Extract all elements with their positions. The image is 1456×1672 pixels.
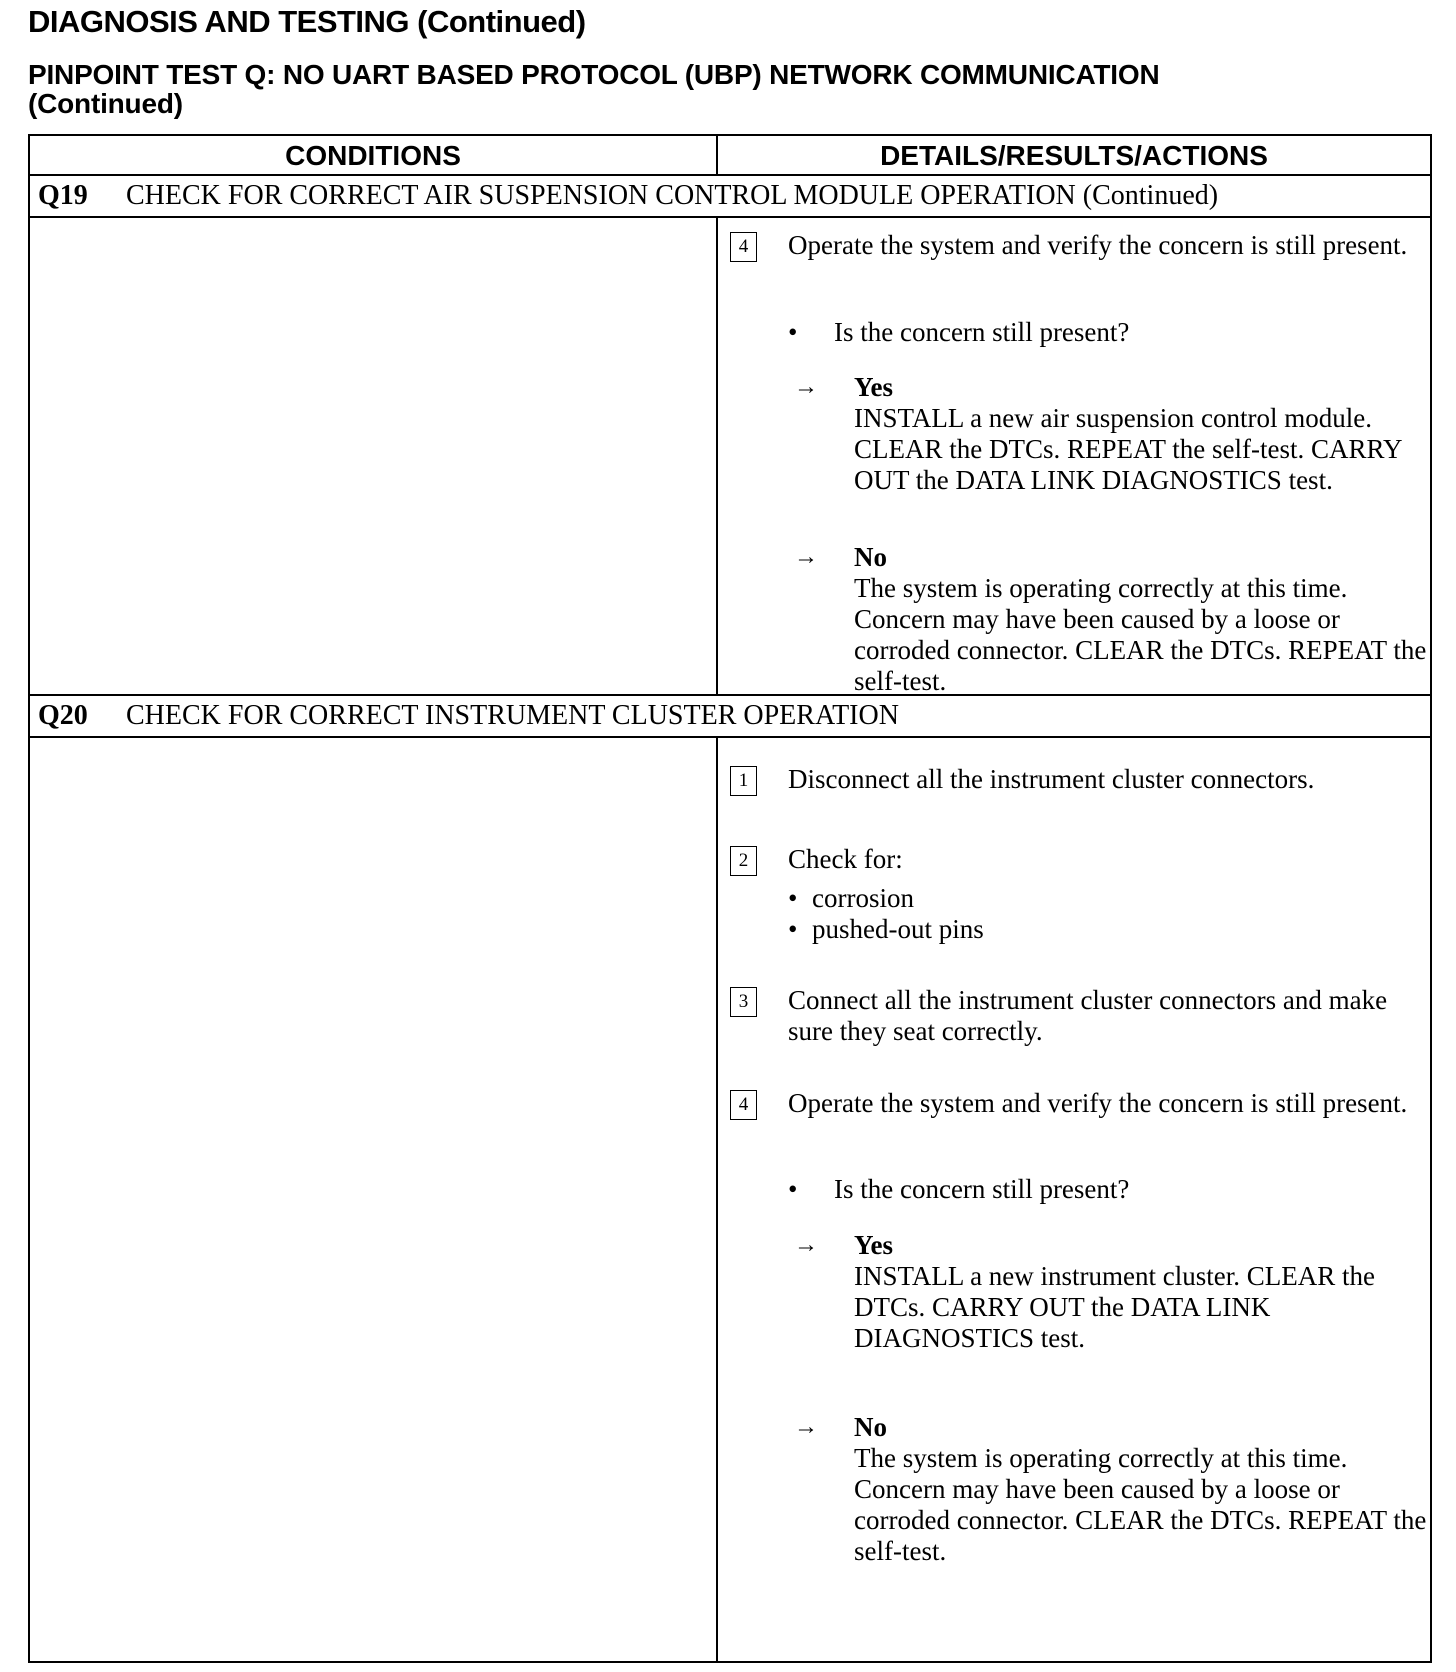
yes-action-text: INSTALL a new instrument cluster. CLEAR the DTCs. CARRY OUT the DATA LINK DIAGNOSTICS test. — [854, 1261, 1375, 1353]
q19-step-4 — [730, 230, 1420, 261]
arrow-right-icon: → — [794, 374, 818, 400]
no-label: No — [854, 1412, 887, 1442]
q20-yes-answer — [788, 1230, 1428, 1354]
step-number-box: 1 — [730, 766, 757, 796]
step-text: Disconnect all the instrument cluster connectors. — [788, 764, 1315, 794]
no-label: No — [854, 542, 887, 572]
details-column-header: DETAILS/RESULTS/ACTIONS — [718, 136, 1430, 176]
yes-action-text: INSTALL a new air suspension control module. CLEAR the DTCs. REPEAT the self-test. CARRY OUT the DATA LINK DIAGNOSTICS test. — [854, 403, 1402, 495]
step-text: Connect all the instrument cluster connectors and make sure they seat correctly. — [788, 985, 1388, 1046]
step-text: Check for: — [788, 844, 903, 874]
arrow-right-icon: → — [794, 1232, 818, 1258]
q20-column-divider — [716, 738, 718, 1661]
pinpoint-test-title-line2: (Continued) — [28, 88, 183, 119]
step-q19-id: Q19 — [38, 180, 88, 211]
step-number-box: 3 — [730, 987, 757, 1017]
step-q19-header — [30, 176, 1430, 218]
q19-question — [788, 317, 1129, 348]
page-title: DIAGNOSIS AND TESTING (Continued) — [28, 4, 586, 39]
q19-no-answer — [788, 542, 1428, 697]
yes-label: Yes — [854, 1230, 893, 1260]
bullet-icon: • — [788, 317, 798, 347]
arrow-right-icon: → — [794, 544, 818, 570]
q20-step-2 — [730, 844, 1420, 945]
q20-step-1 — [730, 764, 1420, 795]
bullet-icon: • — [788, 1174, 798, 1204]
step-number-box: 4 — [730, 232, 757, 262]
step-q20-title: CHECK FOR CORRECT INSTRUMENT CLUSTER OPERATION — [126, 700, 899, 731]
conditions-column-header: CONDITIONS — [30, 136, 718, 176]
step-number-box: 2 — [730, 846, 757, 876]
question-text: Is the concern still present? — [834, 1174, 1130, 1204]
question-text: Is the concern still present? — [834, 317, 1130, 347]
step-text: Operate the system and verify the concern is still present. — [788, 230, 1408, 260]
step-q20-header — [30, 696, 1430, 738]
q19-yes-answer — [788, 372, 1428, 496]
pinpoint-test-table — [28, 134, 1432, 1663]
q20-no-answer — [788, 1412, 1428, 1567]
check-list — [788, 883, 1420, 945]
pinpoint-test-title — [28, 60, 1159, 118]
yes-label: Yes — [854, 372, 893, 402]
step-number-box: 4 — [730, 1090, 757, 1120]
step-text: Operate the system and verify the concern is still present. — [788, 1088, 1408, 1118]
q20-step-4 — [730, 1088, 1420, 1119]
step-q19-title: CHECK FOR CORRECT AIR SUSPENSION CONTROL MODULE OPERATION (Continued) — [126, 180, 1219, 211]
arrow-right-icon: → — [794, 1414, 818, 1440]
pinpoint-test-title-line1: PINPOINT TEST Q: NO UART BASED PROTOCOL (UBP) NETWORK COMMUNICATION — [28, 59, 1160, 90]
q20-step-3 — [730, 985, 1420, 1047]
q19-column-divider — [716, 218, 718, 696]
q20-question — [788, 1174, 1129, 1205]
no-action-text: The system is operating correctly at this time. Concern may have been caused by a loose or corroded connector. CLEAR the DTCs. REPEAT the self-test. — [854, 1443, 1427, 1566]
list-item: • pushed-out pins — [788, 914, 1420, 945]
step-q20-id: Q20 — [38, 700, 88, 731]
no-action-text: The system is operating correctly at this time. Concern may have been caused by a loose or corroded connector. CLEAR the DTCs. REPEAT the self-test. — [854, 573, 1427, 696]
list-item: • corrosion — [788, 883, 1420, 914]
